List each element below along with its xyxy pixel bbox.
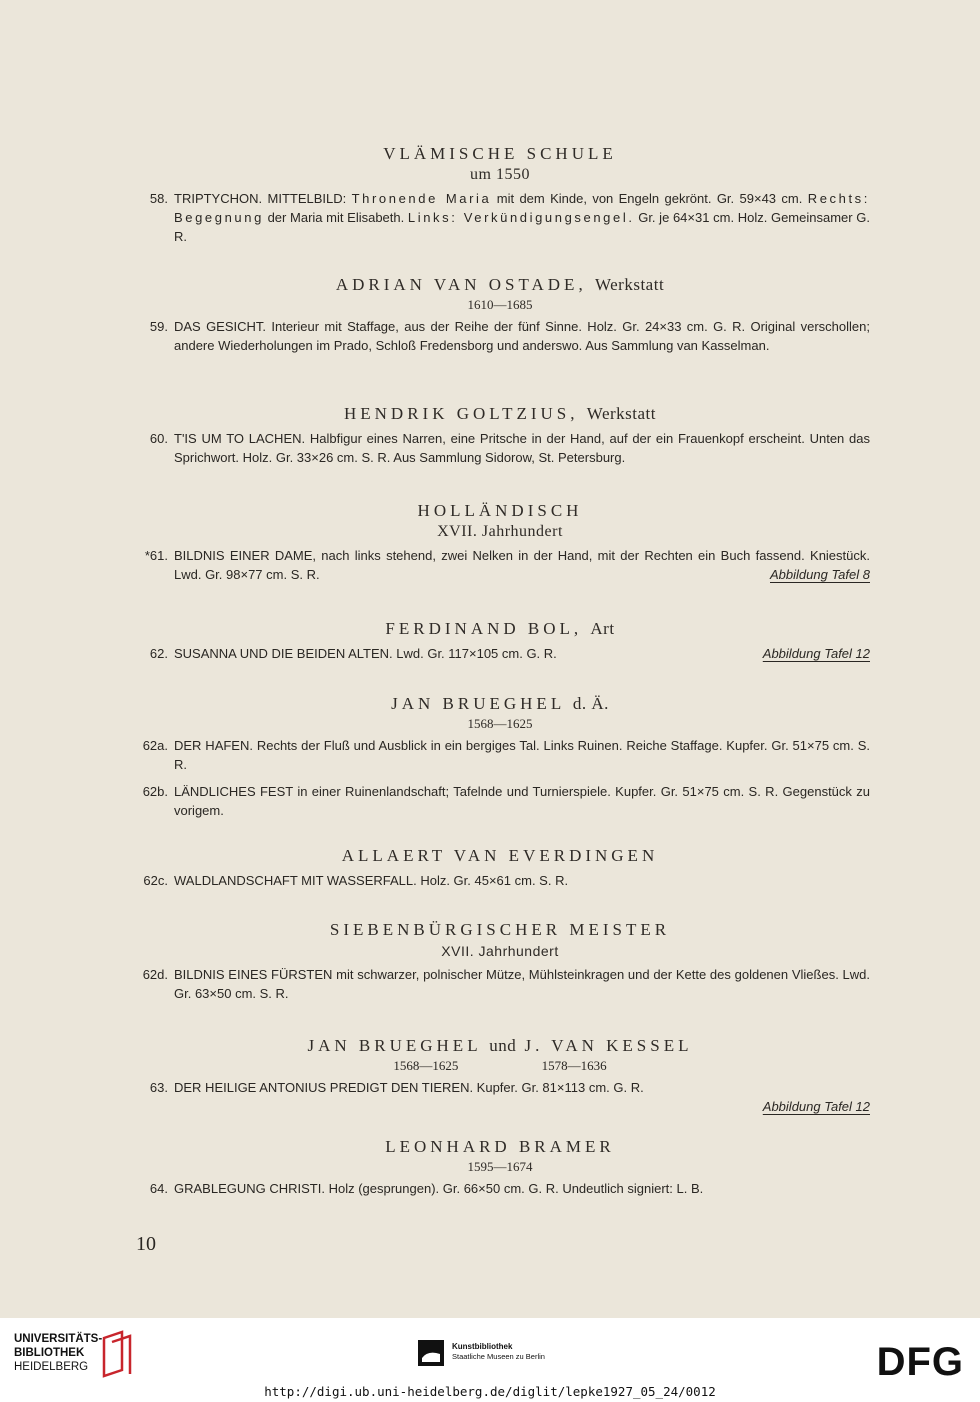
section-subheading: XVII. Jahrhundert [437, 523, 563, 540]
digitization-footer [0, 1318, 980, 1402]
entry-spaced-text: Rechts: Begegnung [174, 191, 870, 225]
plate-reference: Abbildung Tafel 8 [770, 567, 870, 582]
entry-number: 62b. [142, 784, 168, 799]
artist-name: J. VAN KESSEL [524, 1036, 693, 1055]
catalog-entry [130, 189, 870, 246]
entry-text: Gr. je 64×31 cm. Holz. Gemeinsamer G. R. [174, 210, 870, 244]
section-allaert-van-everdingen [130, 845, 870, 890]
university-library-logo [14, 1332, 102, 1374]
library-subtitle: Staatliche Museen zu Berlin [452, 1352, 545, 1361]
plate-reference: Abbildung Tafel 12 [762, 646, 870, 661]
entry-text: BILDNIS EINES FÜRSTEN mit schwarzer, polnischer Mütze, Mühlsteinkragen und der Kette des goldenen Vließes. Lwd. Gr. 63×50 cm. S. R. [174, 967, 870, 1001]
section-heading [130, 403, 870, 425]
section-adrian-van-ostade [130, 274, 870, 355]
kunstbibliothek-label [452, 1342, 545, 1362]
entry-number: 59. [149, 319, 168, 334]
entry-text: der Maria mit Elisabeth. [267, 210, 405, 225]
entry-number: 62. [149, 646, 168, 661]
catalog-entry [130, 429, 870, 467]
section-dates [130, 1057, 870, 1074]
entry-text: SUSANNA UND DIE BEIDEN ALTEN. Lwd. Gr. 117×105 cm. G. R. [174, 646, 557, 661]
logo-line: HEIDELBERG [14, 1361, 89, 1373]
section-heading [130, 1035, 870, 1057]
heidelberg-logo-icon [96, 1330, 136, 1378]
entry-text: GRABLEGUNG CHRISTI. Holz (gesprungen). Gr. 66×50 cm. G. R. Undeutlich signiert: L. B. [174, 1181, 704, 1196]
page-number: 10 [136, 1233, 156, 1255]
artist-name: HENDRIK GOLTZIUS, [343, 404, 579, 423]
catalog-entry [130, 871, 870, 890]
source-url[interactable]: http://digi.ub.uni-heidelberg.de/diglit/lepke1927_05_24/0012 [264, 1384, 716, 1399]
section-heading [130, 618, 870, 640]
artist-name: JAN BRUEGHEL [391, 694, 565, 713]
section-heading: HOLLÄNDISCH [417, 501, 583, 520]
section-dates: 1595—1674 [467, 1159, 533, 1174]
entry-text: DER HEILIGE ANTONIUS PREDIGT DEN TIEREN. Kupfer. Gr. 81×113 cm. G. R. [174, 1080, 644, 1095]
entry-spaced-text: Thronende Maria [351, 191, 492, 206]
catalog-entry [130, 736, 870, 774]
section-subheading: XVII. Jahrhundert [441, 943, 559, 959]
section-vlaemische-schule [130, 143, 870, 246]
section-hendrik-goltzius [130, 403, 870, 467]
section-ferdinand-bol [130, 618, 870, 663]
entry-text: T'IS UM TO LACHEN. Halbfigur eines Narren, eine Pritsche in der Hand, auf der ein Frauenkopf erscheint. Unten das Sprichwort. Holz. Gr. 33×26 cm. S. R. Aus Sammlung Sidorow, St. Petersburg. [174, 431, 870, 465]
catalog-entry [130, 965, 870, 1003]
entry-text: LÄNDLICHES FEST in einer Ruinenlandschaft; Tafelnde und Turnierspiele. Kupfer. Gr. 51×75 cm. S. R. Gegenstück zu vorigem. [174, 784, 870, 818]
entry-text: MITTELBILD: [267, 191, 347, 206]
catalog-entry [130, 1179, 870, 1198]
section-heading [130, 693, 870, 715]
section-heading: VLÄMISCHE SCHULE [383, 144, 617, 163]
attribution: Werkstatt [586, 404, 656, 423]
entry-text: WALDLANDSCHAFT MIT WASSERFALL. Holz. Gr. 45×61 cm. S. R. [174, 873, 569, 888]
entry-text: BILDNIS EINER DAME, nach links stehend, zwei Nelken in der Hand, mit der Rechten ein Buch fassend. Kniestück. Lwd. Gr. 98×77 cm. S. R. [174, 548, 870, 582]
section-jan-brueghel [130, 693, 870, 820]
entry-text: DAS GESICHT. Interieur mit Staffage, aus der Reihe der fünf Sinne. Holz. Gr. 24×33 cm. G. R. Original verschollen; andere Wiederholungen im Prado, Schloß Fredensborg und anderswo. Aus Sammlung van Kasselman. [174, 319, 870, 353]
dfg-logo: DFG [876, 1340, 964, 1384]
catalog-entry [130, 546, 870, 584]
artist-name: ADRIAN VAN OSTADE, [335, 275, 587, 294]
entry-number: 58. [149, 191, 168, 206]
kunstbibliothek-logo-icon [418, 1340, 444, 1366]
section-dates: 1568—1625 [467, 716, 533, 731]
section-heading [130, 274, 870, 296]
attribution: Art [590, 619, 615, 638]
section-siebenbuergischer-meister [130, 919, 870, 1003]
section-brueghel-van-kessel [130, 1035, 870, 1116]
dates-left: 1568—1625 [393, 1058, 459, 1073]
entry-number: 63. [149, 1080, 168, 1095]
attribution: Werkstatt [594, 275, 665, 294]
section-subheading: um 1550 [470, 166, 530, 183]
section-hollaendisch [130, 500, 870, 584]
plate-reference: Abbildung Tafel 12 [762, 1099, 870, 1114]
dates-right: 1578—1636 [541, 1058, 607, 1073]
catalog-entry [130, 317, 870, 355]
section-heading: LEONHARD BRAMER [385, 1137, 615, 1156]
catalog-entry [130, 782, 870, 820]
catalog-entry [130, 1078, 870, 1116]
entry-title: TRIPTYCHON. [174, 191, 263, 206]
artist-name: FERDINAND BOL, [385, 619, 583, 638]
catalog-entry [130, 644, 870, 663]
conjunction: und [489, 1036, 517, 1055]
entry-text: mit dem Kinde, von Engeln gekrönt. Gr. 59×43 cm. [496, 191, 803, 206]
entry-spaced-text: Links: Verkündigungsengel. [407, 210, 635, 225]
entry-number: 62c. [143, 873, 168, 888]
entry-number: 64. [149, 1181, 168, 1196]
section-heading: ALLAERT VAN EVERDINGEN [341, 846, 659, 865]
section-leonhard-bramer [130, 1136, 870, 1198]
entry-number: 62d. [142, 967, 168, 982]
artist-name: JAN BRUEGHEL [307, 1036, 481, 1055]
logo-line: UNIVERSITÄTS- [14, 1333, 103, 1345]
entry-number: 62a. [142, 738, 168, 753]
attribution: d. Ä. [572, 694, 609, 713]
section-dates: 1610—1685 [467, 297, 533, 312]
logo-line: BIBLIOTHEK [14, 1347, 85, 1359]
entry-number: *61. [144, 548, 168, 563]
entry-text: DER HAFEN. Rechts der Fluß und Ausblick in ein bergiges Tal. Links Ruinen. Reiche Staffage. Kupfer. Gr. 51×75 cm. S. R. [174, 738, 870, 772]
entry-number: 60. [149, 431, 168, 446]
section-heading: SIEBENBÜRGISCHER MEISTER [329, 920, 671, 939]
library-name: Kunstbibliothek [452, 1342, 513, 1351]
